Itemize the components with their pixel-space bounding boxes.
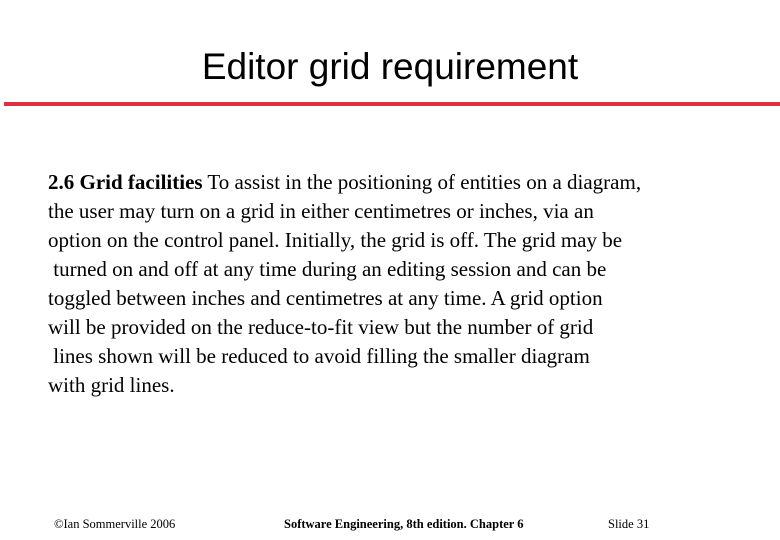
body-line-8: with grid lines. bbox=[48, 373, 175, 397]
title-divider bbox=[4, 102, 780, 106]
body-line-1 bbox=[48, 168, 748, 197]
body-line-2: the user may turn on a grid in either centimetres or inches, via an bbox=[48, 199, 594, 223]
body-line-4: turned on and off at any time during an editing session and can be bbox=[48, 257, 607, 281]
body-line-1-text: To assist in the positioning of entities on a diagram, bbox=[202, 170, 642, 194]
body-line-3: option on the control panel. Initially, the grid is off. The grid may be bbox=[48, 228, 623, 252]
slide-body bbox=[48, 168, 748, 400]
body-line-7: lines shown will be reduced to avoid filling the smaller diagram bbox=[48, 344, 590, 368]
requirement-heading: 2.6 Grid facilities bbox=[48, 170, 203, 194]
footer-copyright: ©Ian Sommerville 2006 bbox=[54, 517, 176, 531]
slide-title bbox=[0, 46, 780, 88]
slide-title-text: Editor grid requirement bbox=[201, 46, 579, 87]
footer-slide-number: Slide 31 bbox=[608, 517, 650, 531]
body-line-5: toggled between inches and centimetres at any time. A grid option bbox=[48, 286, 603, 310]
footer-book-title: Software Engineering, 8th edition. Chapter 6 bbox=[284, 517, 524, 531]
body-line-6: will be provided on the reduce-to-fit view but the number of grid bbox=[48, 315, 594, 339]
